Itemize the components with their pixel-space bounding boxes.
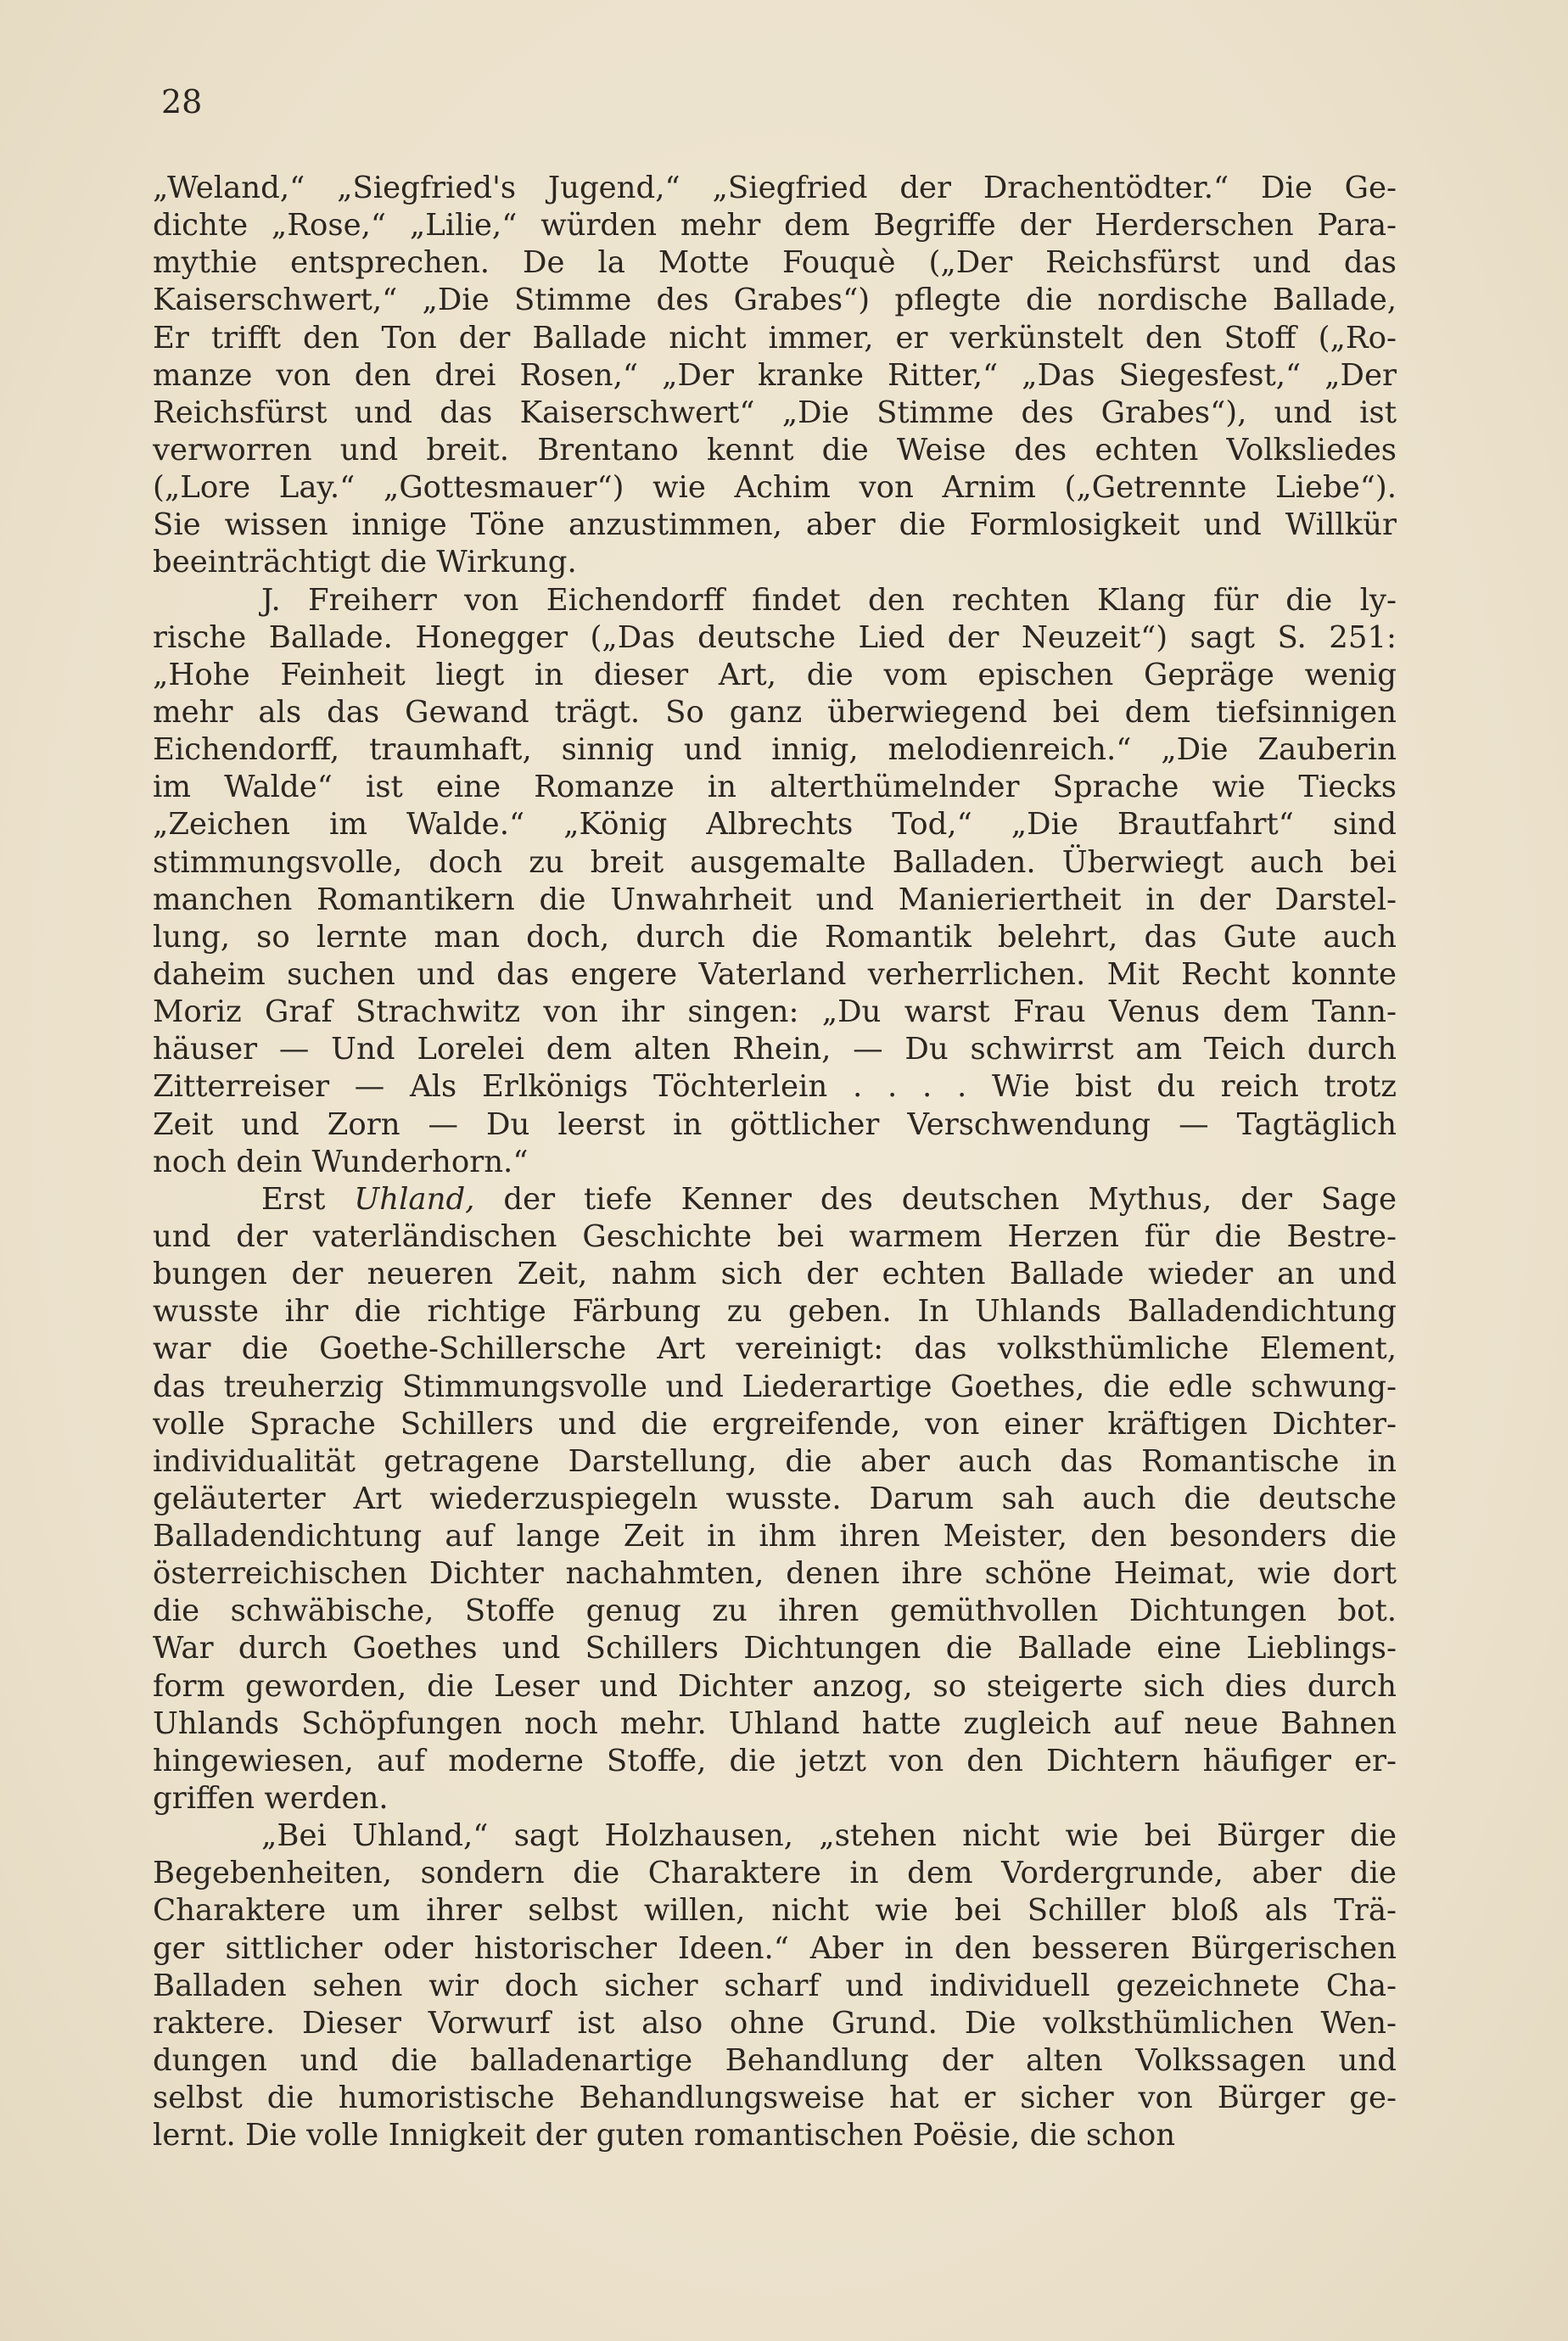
text-line: Erst Uhland, der tiefe Kenner des deutschen Mythus, der Sage [261, 1181, 1397, 1217]
text-line: manchen Romantikern die Unwahrheit und Manieriertheit in der Darstel- [153, 882, 1397, 917]
text-line: österreichischen Dichter nachahmten, denen ihre schöne Heimat, wie dort [153, 1556, 1397, 1592]
text-line: Zeit und Zorn — Du leerst in göttlicher Verschwendung — Tagtäglich [153, 1106, 1397, 1142]
text-line: „Zeichen im Walde.“ „König Albrechts Tod,“ „Die Brautfahrt“ sind [153, 807, 1397, 843]
text-line: „Bei Uhland,“ sagt Holzhausen, „stehen nicht wie bei Bürger die [261, 1818, 1397, 1854]
text-line: ger sittlicher oder historischer Ideen.“ Aber in den besseren Bürgerischen [153, 1930, 1397, 1966]
text-line: form geworden, die Leser und Dichter anzog, so steigerte sich dies durch [153, 1668, 1397, 1704]
text-line: manze von den drei Rosen,“ „Der kranke Ritter,“ „Das Siegesfest,“ „Der [153, 357, 1397, 393]
text-line: volle Sprache Schillers und die ergreifende, von einer kräftigen Dichter- [153, 1406, 1397, 1442]
text-line: lernt. Die volle Innigkeit der guten romantischen Poësie, die schon [153, 2118, 1176, 2153]
text-line: griffen werden. [153, 1781, 389, 1817]
text-line: bungen der neueren Zeit, nahm sich der echten Ballade wieder an und [153, 1257, 1397, 1292]
paragraph [153, 1181, 1397, 1817]
text-line: hingewiesen, auf moderne Stoffe, die jetzt von den Dichtern häufiger er- [153, 1743, 1397, 1778]
text-line: stimmungsvolle, doch zu breit ausgemalte Balladen. Überwiegt auch bei [153, 844, 1397, 880]
text-line: mehr als das Gewand trägt. So ganz überwiegend bei dem tiefsinnigen [153, 694, 1397, 730]
page-number: 28 [161, 83, 203, 120]
body-text [153, 170, 1397, 2154]
paragraph [153, 1817, 1397, 2154]
text-line: Sie wissen innige Töne anzustimmen, aber die Formlosigkeit und Willkür [153, 507, 1397, 543]
text-line: („Lore Lay.“ „Gottesmauer“) wie Achim von Arnim („Getrennte Liebe“). [153, 470, 1397, 506]
text-line: „Hohe Feinheit liegt in dieser Art, die vom epischen Gepräge wenig [153, 657, 1397, 692]
text-line: mythie entsprechen. De la Motte Fouquè („Der Reichsfürst und das [153, 245, 1397, 281]
text-line: selbst die humoristische Behandlungsweise hat er sicher von Bürger ge- [153, 2081, 1397, 2116]
paragraph [153, 170, 1397, 582]
text-line: Moriz Graf Strachwitz von ihr singen: „Du warst Frau Venus dem Tann- [153, 994, 1397, 1030]
text-line: „Weland,“ „Siegfried's Jugend,“ „Siegfried der Drachentödter.“ Die Ge- [153, 171, 1397, 205]
text-line: Uhlands Schöpfungen noch mehr. Uhland hatte zugleich auf neue Bahnen [153, 1705, 1397, 1741]
text-line: verworren und breit. Brentano kennt die Weise des echten Volksliedes [153, 432, 1397, 468]
text-line: Reichsfürst und das Kaiserschwert“ „Die Stimme des Grabes“), und ist [153, 395, 1397, 430]
text-line: raktere. Dieser Vorwurf ist also ohne Grund. Die volksthümlichen Wen- [153, 2005, 1397, 2041]
text-line: beeinträchtigt die Wirkung. [153, 545, 577, 580]
text-line: im Walde“ ist eine Romanze in alterthümelnder Sprache wie Tiecks [153, 770, 1397, 805]
text-line: das treuherzig Stimmungsvolle und Liederartige Goethes, die edle schwung- [153, 1369, 1397, 1404]
text-line: Er trifft den Ton der Ballade nicht immer, er verkünstelt den Stoff („Ro- [153, 320, 1397, 356]
text-line: noch dein Wunderhorn.“ [153, 1144, 529, 1179]
text-line: häuser — Und Lorelei dem alten Rhein, — Du schwirrst am Teich durch [153, 1032, 1397, 1067]
text-line: Charaktere um ihrer selbst willen, nicht wie bei Schiller bloß als Trä- [153, 1893, 1397, 1929]
text-line: dungen und die balladenartige Behandlung der alten Volkssagen und [153, 2043, 1397, 2079]
text-line: J. Freiherr von Eichendorff findet den rechten Klang für die ly- [261, 582, 1397, 618]
text-line: Balladen sehen wir doch sicher scharf und individuell gezeichnete Cha- [153, 1968, 1397, 2003]
text-line: daheim suchen und das engere Vaterland verherrlichen. Mit Recht konnte [153, 956, 1397, 992]
text-line: Eichendorff, traumhaft, sinnig und innig, melodienreich.“ „Die Zauberin [153, 732, 1397, 768]
text-line: wusste ihr die richtige Färbung zu geben. In Uhlands Balladendichtung [153, 1294, 1397, 1330]
text-line: individualität getragene Darstellung, die aber auch das Romantische in [153, 1443, 1397, 1479]
text-line: War durch Goethes und Schillers Dichtungen die Ballade eine Lieblings- [153, 1631, 1397, 1666]
text-line: dichte „Rose,“ „Lilie,“ würden mehr dem Begriffe der Herderschen Para- [153, 208, 1397, 244]
paragraph [153, 582, 1397, 1181]
text-line: lung, so lernte man doch, durch die Romantik belehrt, das Gute auch [153, 919, 1397, 955]
text-line: Kaiserschwert,“ „Die Stimme des Grabes“) pflegte die nordische Ballade, [153, 283, 1397, 318]
text-line: Zitterreiser — Als Erlkönigs Töchterlein . . . . Wie bist du reich trotz [153, 1069, 1397, 1105]
text-line: rische Ballade. Honegger („Das deutsche Lied der Neuzeit“) sagt S. 251: [153, 619, 1397, 655]
text-line: Balladendichtung auf lange Zeit in ihm ihren Meister, den besonders die [153, 1519, 1397, 1554]
text-line: die schwäbische, Stoffe genug zu ihren gemüthvollen Dichtungen bot. [153, 1593, 1397, 1629]
text-line: Begebenheiten, sondern die Charaktere in dem Vordergrunde, aber die [153, 1856, 1397, 1891]
text-line: geläuterter Art wiederzuspiegeln wusste. Darum sah auch die deutsche [153, 1481, 1397, 1516]
text-line: und der vaterländischen Geschichte bei warmem Herzen für die Bestre- [153, 1218, 1397, 1254]
text-line: war die Goethe-Schillersche Art vereinigt: das volksthümliche Element, [153, 1331, 1397, 1367]
